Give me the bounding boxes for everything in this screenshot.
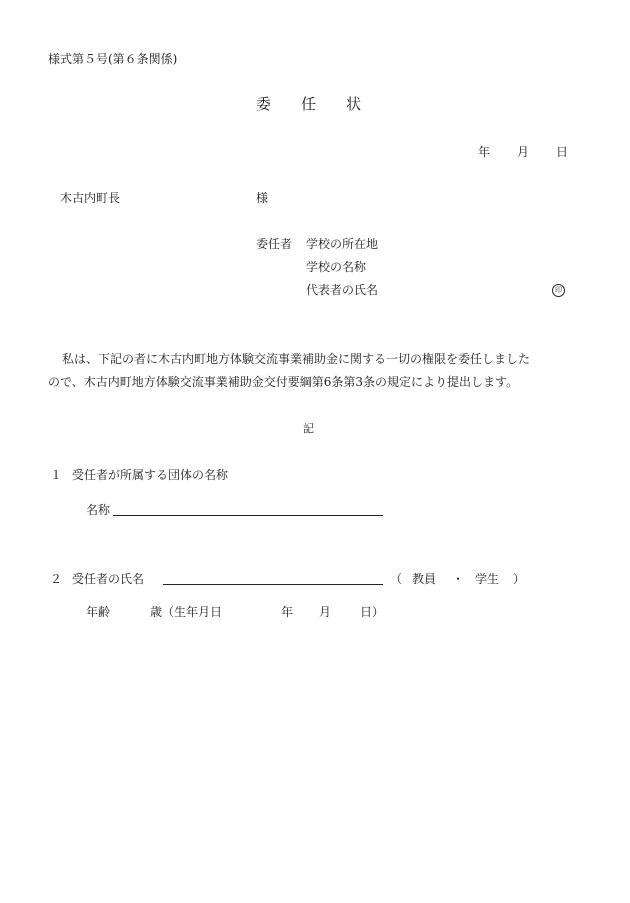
section2-heading: 受任者の氏名 [72,572,145,586]
addressee-name: 木古内町長 [60,191,121,205]
section1-name-line[interactable] [113,515,383,516]
section1-heading: 受任者が所属する団体の名称 [72,468,229,482]
section1-number: １ [50,468,63,482]
option-separator: ・ [452,572,465,586]
title-char-1: 委 [256,95,272,113]
option-teacher[interactable]: 教員 [412,572,437,586]
school-address-label: 学校の所在地 [306,237,379,251]
age-unit-birthdate: 歳（生年月日 [150,605,223,619]
ki-heading: 記 [303,422,314,435]
birth-month: 月 [319,605,332,619]
representative-label: 代表者の氏名 [306,283,379,297]
section2-number: ２ [50,572,63,586]
section1-name-label: 名称 [86,503,111,517]
title-char-2: 任 [301,95,317,113]
date-month: 月 [517,145,530,159]
age-label: 年齢 [86,605,111,619]
paren-open: （ [390,572,403,586]
birth-year: 年 [281,605,294,619]
body-line-1: 私は、下記の者に木古内町地方体験交流事業補助金に関する一切の権限を委任しました [62,352,531,366]
body-line-2: ので、木古内町地方体験交流事業補助金交付要綱第6条第3条の規定により提出します。 [48,375,519,389]
addressee-honorific: 様 [256,191,269,205]
date-year: 年 [478,145,491,159]
paren-close: ） [513,572,526,586]
school-name-label: 学校の名称 [306,260,367,274]
date-day: 日 [556,145,569,159]
delegator-label: 委任者 [256,237,293,251]
title-char-3: 状 [346,95,362,113]
form-number: 様式第５号(第６条関係) [48,52,178,66]
seal-mark: 印 [552,284,565,297]
birth-day: 日） [360,605,385,619]
section2-name-line[interactable] [163,584,383,585]
option-student[interactable]: 学生 [475,572,500,586]
